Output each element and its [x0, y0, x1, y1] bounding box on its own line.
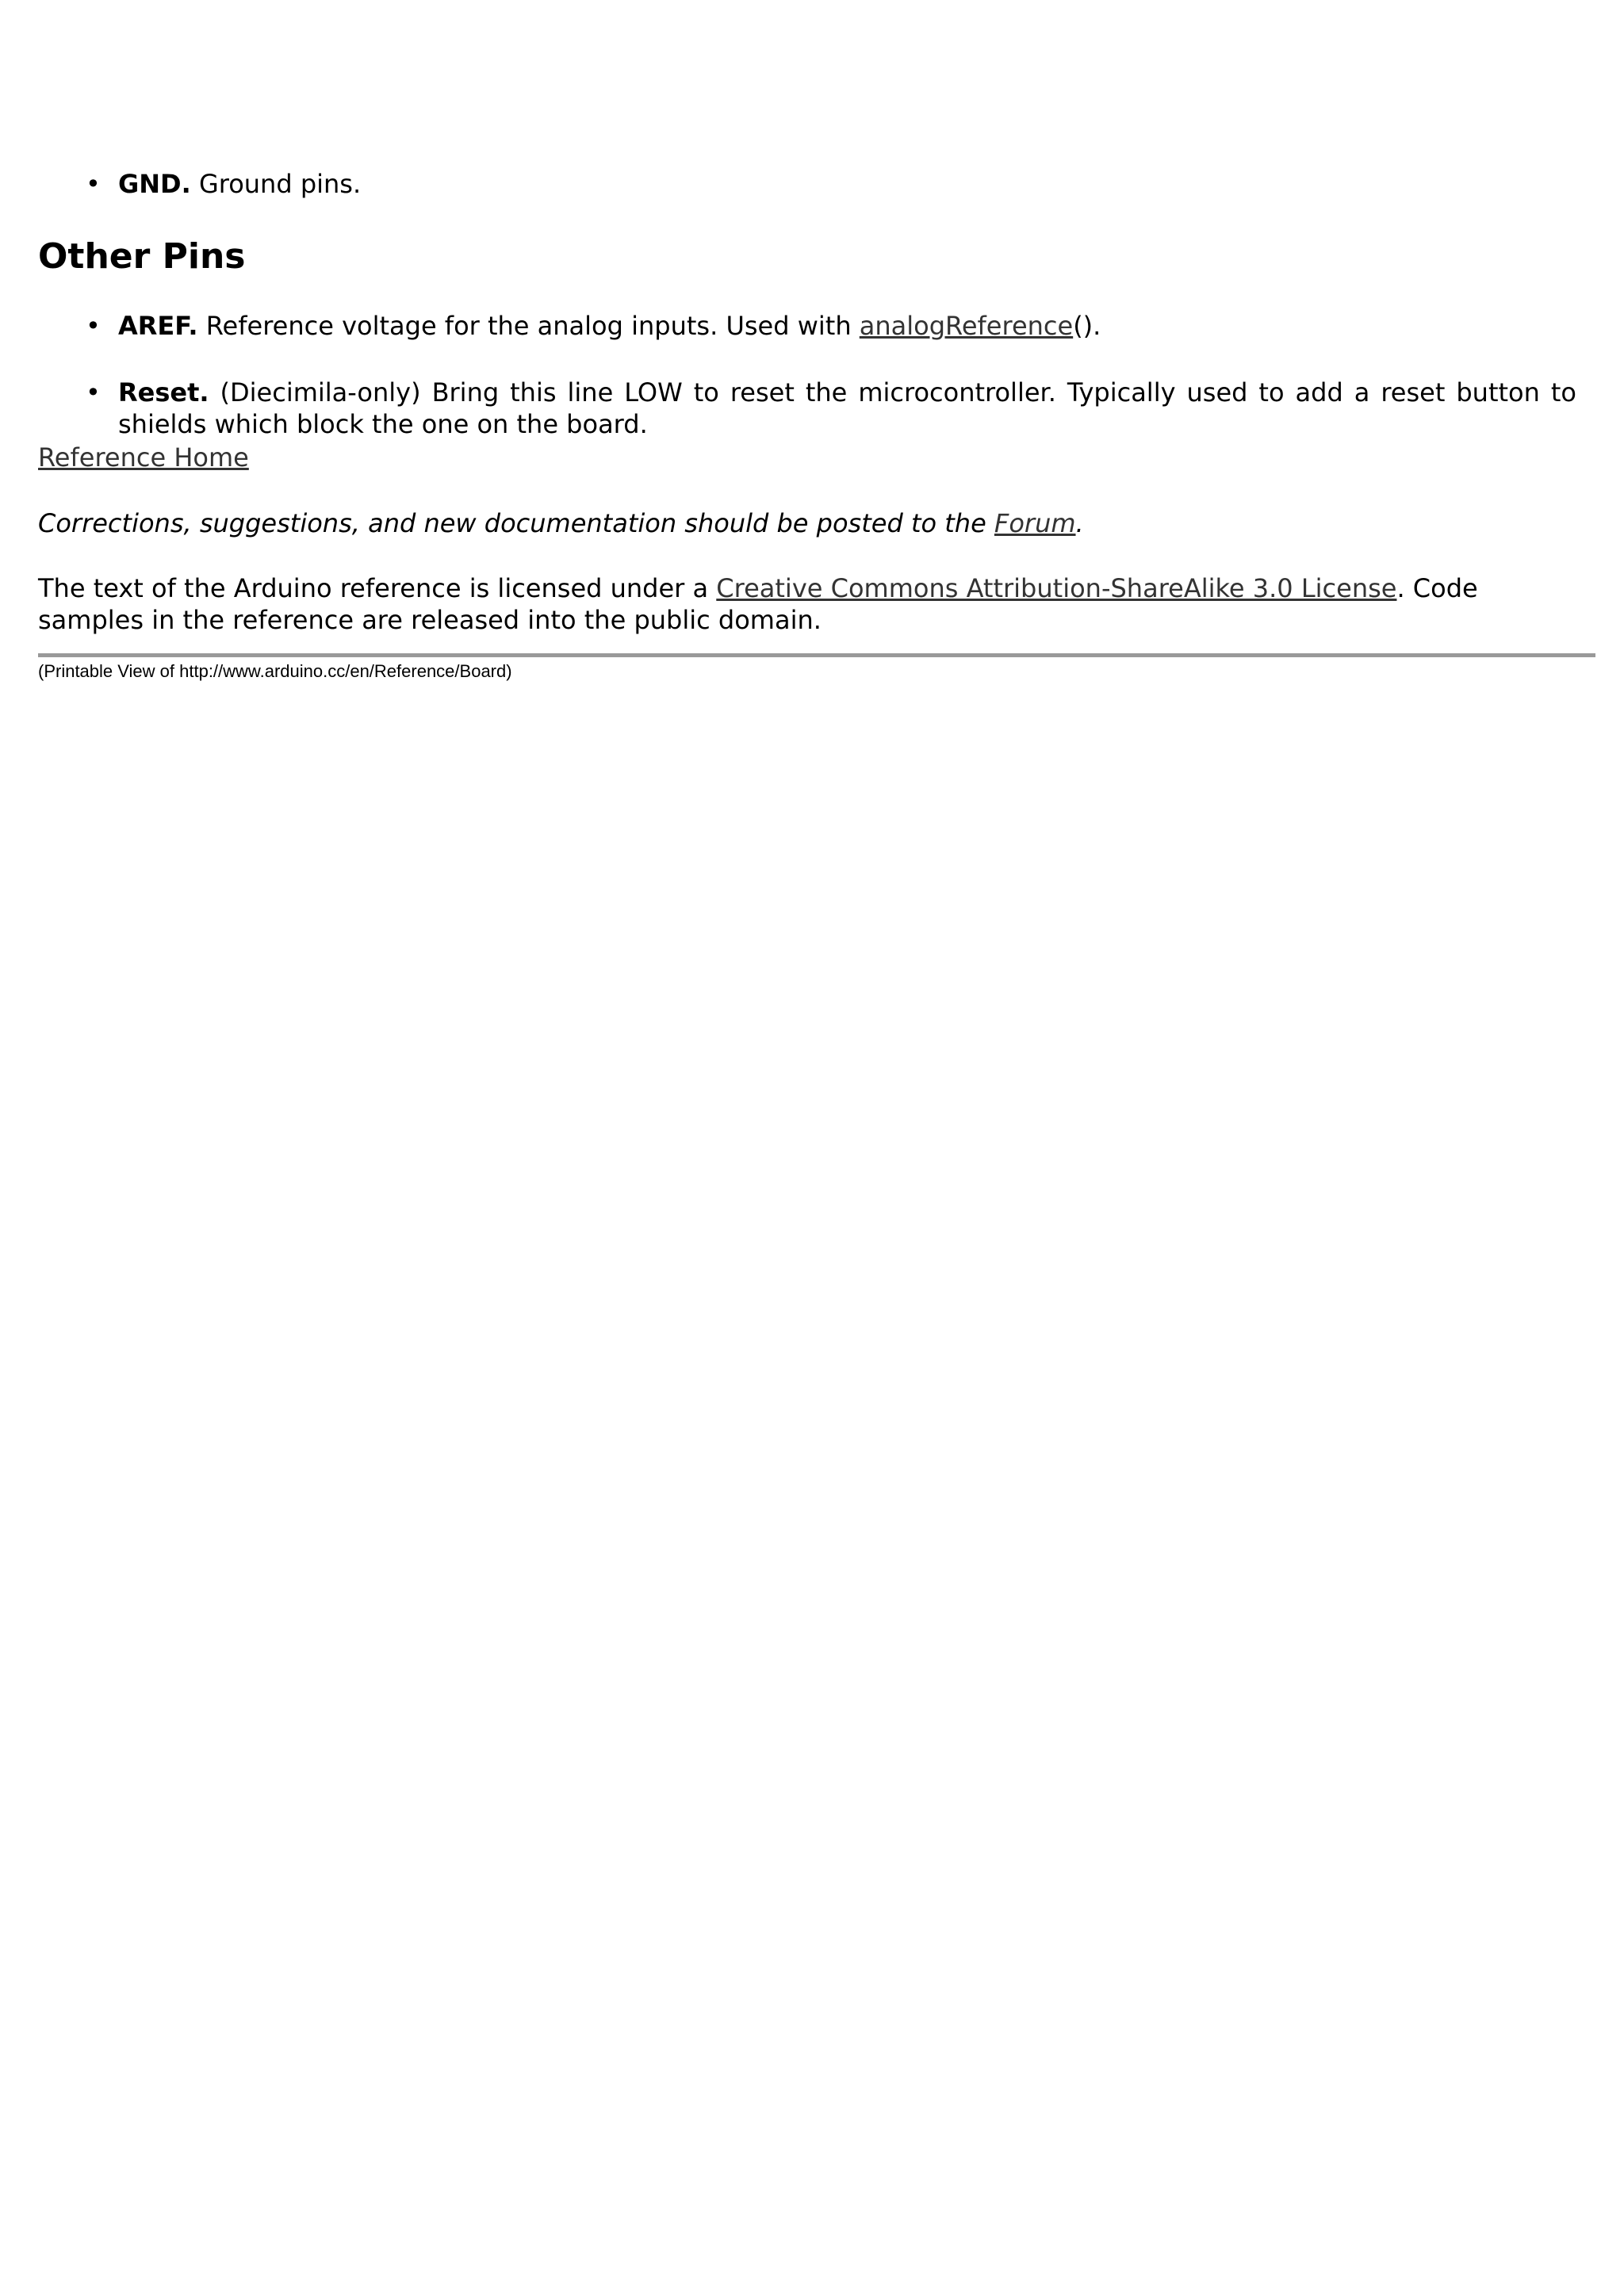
list-item-aref — [38, 310, 1576, 342]
pin-desc-gnd: Ground pins. — [190, 169, 362, 199]
footer-divider — [38, 653, 1595, 657]
license-text: The text of the Arduino reference is licensed under a — [38, 573, 717, 603]
pin-desc-aref: Reference voltage for the analog inputs. Used with — [197, 311, 860, 341]
bullet-icon: • — [86, 169, 101, 199]
list-item-reset — [38, 377, 1576, 440]
pin-term-aref: AREF. — [118, 311, 198, 341]
forum-link[interactable]: Forum — [994, 508, 1076, 538]
other-pins-list — [38, 310, 1576, 440]
license-note — [38, 572, 1576, 636]
pin-desc-aref-end: (). — [1073, 311, 1101, 341]
corrections-note — [38, 507, 1084, 539]
bullet-icon: • — [86, 311, 101, 341]
creative-commons-license-link[interactable]: Creative Commons Attribution-ShareAlike 3.0 License — [716, 573, 1397, 603]
corrections-text: Corrections, suggestions, and new documentation should be posted to the — [38, 508, 994, 538]
other-pins-heading: Other Pins — [38, 236, 246, 277]
power-pins-list — [38, 168, 1576, 200]
corrections-end: . — [1075, 508, 1084, 538]
pin-term-gnd: GND. — [118, 169, 191, 199]
license-text-end: . Code samples in the reference are released into the public domain. — [38, 573, 1478, 635]
pin-desc-reset: (Diecimila-only) Bring this line LOW to reset the microcontroller. Typically used to add a reset button to shields which block the one on the board. — [118, 377, 1576, 439]
pin-term-reset: Reset. — [118, 377, 209, 408]
printable-view-note: (Printable View of http://www.arduino.cc/en/Reference/Board) — [38, 661, 512, 681]
analog-reference-link[interactable]: analogReference — [859, 311, 1074, 341]
bullet-icon: • — [86, 377, 101, 408]
list-item-gnd — [38, 168, 1576, 200]
reference-home-link[interactable]: Reference Home — [38, 442, 249, 473]
